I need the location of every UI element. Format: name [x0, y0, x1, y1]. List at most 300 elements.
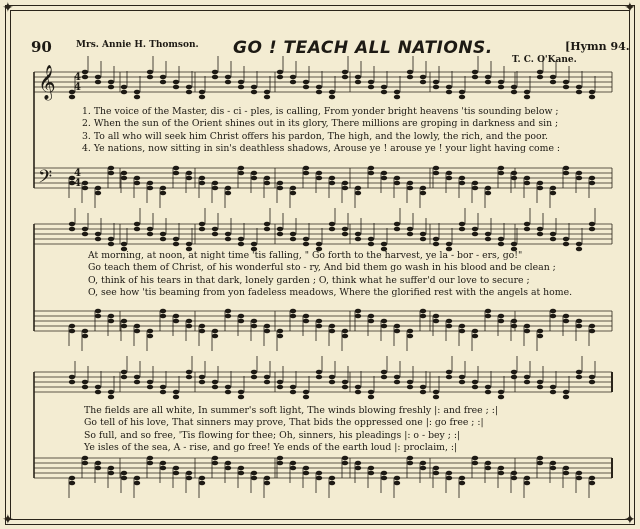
note-head — [420, 80, 426, 85]
note-head — [368, 166, 374, 171]
note-head — [524, 90, 530, 95]
note-head — [433, 314, 439, 319]
note-head — [459, 227, 465, 232]
note-head — [277, 461, 283, 466]
note-head — [186, 370, 192, 375]
note-head — [446, 176, 452, 181]
note-head — [134, 324, 140, 329]
note-head — [225, 191, 231, 196]
note-head — [238, 319, 244, 324]
note-head — [576, 247, 582, 252]
note-head — [459, 95, 465, 100]
note-head — [212, 385, 218, 390]
note-head — [186, 171, 192, 176]
note-head — [329, 176, 335, 181]
note-head — [186, 242, 192, 247]
note-head — [407, 329, 413, 334]
note-head — [563, 319, 569, 324]
note-head — [290, 314, 296, 319]
note-head — [576, 85, 582, 90]
note-head — [394, 329, 400, 334]
note-head — [407, 456, 413, 461]
note-head — [277, 227, 283, 232]
note-head — [160, 314, 166, 319]
note-head — [160, 237, 166, 242]
note-head — [199, 176, 205, 181]
corner-ornament: ✦ — [2, 0, 14, 16]
note-head — [550, 80, 556, 85]
note-head — [121, 85, 127, 90]
note-head — [199, 380, 205, 385]
note-head — [446, 471, 452, 476]
note-head — [173, 80, 179, 85]
note-head — [511, 85, 517, 90]
note-head — [576, 176, 582, 181]
note-head — [589, 329, 595, 334]
note-head — [511, 319, 517, 324]
note-head — [446, 319, 452, 324]
note-head — [173, 85, 179, 90]
note-head — [316, 375, 322, 380]
note-head — [82, 186, 88, 191]
note-head — [303, 80, 309, 85]
note-head — [576, 375, 582, 380]
note-head — [251, 471, 257, 476]
note-head — [199, 181, 205, 186]
note-head — [173, 171, 179, 176]
note-head — [342, 456, 348, 461]
note-head — [368, 80, 374, 85]
note-head — [355, 191, 361, 196]
note-head — [173, 242, 179, 247]
note-head — [368, 237, 374, 242]
note-head — [394, 476, 400, 481]
note-head — [524, 176, 530, 181]
note-head — [121, 471, 127, 476]
note-head — [472, 334, 478, 339]
note-head — [485, 191, 491, 196]
note-head — [212, 70, 218, 75]
note-head — [498, 466, 504, 471]
note-head — [82, 75, 88, 80]
note-head — [303, 319, 309, 324]
note-head — [394, 227, 400, 232]
time-signature-top: 4 — [74, 72, 81, 83]
note-head — [589, 222, 595, 227]
note-head — [342, 461, 348, 466]
note-head — [303, 466, 309, 471]
note-head — [355, 390, 361, 395]
note-head — [290, 237, 296, 242]
note-head — [511, 171, 517, 176]
note-head — [95, 309, 101, 314]
note-head — [251, 319, 257, 324]
note-head — [355, 309, 361, 314]
note-head — [290, 232, 296, 237]
note-head — [212, 227, 218, 232]
page-number: 90 — [31, 38, 52, 56]
composer-credit: T. C. O'Kane. — [512, 55, 577, 65]
note-head — [407, 385, 413, 390]
note-head — [524, 380, 530, 385]
note-head — [485, 390, 491, 395]
note-head — [316, 242, 322, 247]
note-head — [537, 75, 543, 80]
note-head — [82, 334, 88, 339]
note-head — [394, 181, 400, 186]
note-head — [381, 85, 387, 90]
note-head — [316, 319, 322, 324]
note-head — [563, 166, 569, 171]
note-head — [134, 181, 140, 186]
note-head — [420, 191, 426, 196]
note-head — [433, 390, 439, 395]
note-head — [576, 242, 582, 247]
note-head — [238, 471, 244, 476]
note-head — [485, 466, 491, 471]
note-head — [329, 222, 335, 227]
note-head — [199, 90, 205, 95]
note-head — [69, 95, 75, 100]
note-head — [303, 237, 309, 242]
note-head — [342, 181, 348, 186]
note-head — [199, 476, 205, 481]
note-head — [147, 186, 153, 191]
note-head — [498, 471, 504, 476]
note-head — [524, 476, 530, 481]
note-head — [394, 222, 400, 227]
note-head — [576, 324, 582, 329]
note-head — [420, 75, 426, 80]
note-head — [303, 166, 309, 171]
note-head — [537, 456, 543, 461]
note-head — [485, 237, 491, 242]
note-head — [225, 466, 231, 471]
note-head — [277, 186, 283, 191]
note-head — [212, 75, 218, 80]
note-head — [537, 227, 543, 232]
note-head — [563, 395, 569, 400]
note-head — [95, 80, 101, 85]
verse-block-2 — [88, 250, 572, 300]
note-head — [108, 395, 114, 400]
note-head — [316, 90, 322, 95]
note-head — [355, 232, 361, 237]
note-head — [550, 309, 556, 314]
note-head — [407, 181, 413, 186]
note-head — [290, 309, 296, 314]
note-head — [420, 466, 426, 471]
note-head — [277, 456, 283, 461]
note-head — [316, 176, 322, 181]
note-head — [121, 171, 127, 176]
note-head — [589, 481, 595, 486]
note-head — [225, 186, 231, 191]
note-head — [277, 385, 283, 390]
note-head — [485, 461, 491, 466]
note-head — [329, 95, 335, 100]
note-head — [225, 461, 231, 466]
note-head — [316, 370, 322, 375]
note-head — [472, 329, 478, 334]
note-head — [446, 85, 452, 90]
note-head — [251, 375, 257, 380]
note-head — [368, 242, 374, 247]
note-head — [225, 75, 231, 80]
note-head — [264, 324, 270, 329]
note-head — [290, 75, 296, 80]
note-head — [69, 476, 75, 481]
note-head — [537, 380, 543, 385]
note-head — [134, 176, 140, 181]
note-head — [355, 314, 361, 319]
note-head — [459, 181, 465, 186]
note-head — [537, 181, 543, 186]
note-head — [420, 186, 426, 191]
note-head — [420, 385, 426, 390]
note-head — [225, 390, 231, 395]
note-head — [589, 95, 595, 100]
note-head — [329, 181, 335, 186]
note-head — [368, 314, 374, 319]
note-head — [69, 481, 75, 486]
note-head — [199, 481, 205, 486]
note-head — [134, 380, 140, 385]
note-head — [186, 319, 192, 324]
note-head — [342, 70, 348, 75]
time-signature-top: 4 — [74, 168, 81, 179]
note-head — [342, 186, 348, 191]
note-head — [212, 461, 218, 466]
note-head — [147, 70, 153, 75]
note-head — [381, 319, 387, 324]
note-head — [459, 176, 465, 181]
note-head — [459, 324, 465, 329]
note-head — [576, 471, 582, 476]
note-head — [589, 380, 595, 385]
note-head — [342, 227, 348, 232]
note-head — [329, 324, 335, 329]
note-head — [82, 70, 88, 75]
note-head — [147, 334, 153, 339]
note-head — [134, 481, 140, 486]
note-head — [329, 90, 335, 95]
note-head — [69, 227, 75, 232]
note-head — [82, 461, 88, 466]
note-head — [199, 329, 205, 334]
note-head — [407, 75, 413, 80]
note-head — [303, 395, 309, 400]
note-head — [173, 390, 179, 395]
note-head — [173, 166, 179, 171]
note-head — [550, 385, 556, 390]
note-head — [108, 466, 114, 471]
note-head — [303, 390, 309, 395]
note-head — [329, 481, 335, 486]
verse-line: O, see how 'tis beaming from yon fadeless meadows, Where the glorified rest with the angels at home. — [88, 287, 573, 299]
verse-block-1 — [82, 106, 560, 156]
note-head — [95, 385, 101, 390]
note-head — [407, 232, 413, 237]
note-head — [472, 232, 478, 237]
note-head — [381, 90, 387, 95]
note-head — [316, 171, 322, 176]
verse-block-3 — [84, 405, 498, 455]
note-head — [82, 456, 88, 461]
note-head — [147, 232, 153, 237]
note-head — [524, 95, 530, 100]
note-head — [121, 176, 127, 181]
note-head — [498, 390, 504, 395]
note-head — [550, 461, 556, 466]
note-head — [355, 385, 361, 390]
note-head — [563, 471, 569, 476]
note-head — [368, 171, 374, 176]
note-head — [459, 375, 465, 380]
note-head — [537, 329, 543, 334]
note-head — [433, 395, 439, 400]
note-head — [420, 461, 426, 466]
note-head — [303, 242, 309, 247]
note-head — [511, 476, 517, 481]
note-head — [225, 309, 231, 314]
note-head — [446, 90, 452, 95]
note-head — [134, 329, 140, 334]
note-head — [82, 380, 88, 385]
note-head — [212, 186, 218, 191]
note-head — [524, 329, 530, 334]
corner-ornament: ✦ — [624, 0, 636, 16]
note-head — [498, 314, 504, 319]
note-head — [368, 471, 374, 476]
note-head — [459, 481, 465, 486]
note-head — [459, 329, 465, 334]
note-head — [108, 242, 114, 247]
note-head — [290, 466, 296, 471]
note-head — [329, 375, 335, 380]
note-head — [238, 85, 244, 90]
note-head — [173, 395, 179, 400]
note-head — [394, 95, 400, 100]
note-head — [173, 471, 179, 476]
note-head — [212, 456, 218, 461]
note-head — [121, 324, 127, 329]
note-head — [95, 466, 101, 471]
note-head — [446, 375, 452, 380]
verse-line: Ye isles of the sea, A - rise, and go free! Ye ends of the earth loud |: proclaim, :| — [84, 442, 458, 454]
note-head — [381, 176, 387, 181]
note-head — [368, 85, 374, 90]
note-head — [394, 380, 400, 385]
note-head — [199, 227, 205, 232]
note-head — [446, 476, 452, 481]
note-head — [511, 324, 517, 329]
note-head — [498, 166, 504, 171]
note-head — [524, 481, 530, 486]
note-head — [238, 171, 244, 176]
note-head — [498, 171, 504, 176]
note-head — [160, 466, 166, 471]
note-head — [446, 370, 452, 375]
note-head — [550, 390, 556, 395]
note-head — [342, 385, 348, 390]
verse-line: 2. When the sun of the Orient shines out in its glory, There millions are groping in darkness and sin ; — [82, 118, 559, 130]
note-head — [563, 171, 569, 176]
note-head — [433, 466, 439, 471]
note-head — [277, 70, 283, 75]
note-head — [121, 242, 127, 247]
note-head — [524, 222, 530, 227]
note-head — [355, 186, 361, 191]
note-head — [277, 380, 283, 385]
note-head — [576, 476, 582, 481]
note-head — [225, 237, 231, 242]
note-head — [108, 314, 114, 319]
note-head — [368, 390, 374, 395]
note-head — [342, 380, 348, 385]
bass-clef: 𝄢 — [38, 167, 53, 192]
note-head — [355, 461, 361, 466]
note-head — [498, 319, 504, 324]
note-head — [394, 176, 400, 181]
note-head — [186, 476, 192, 481]
note-head — [576, 171, 582, 176]
note-head — [134, 90, 140, 95]
note-head — [550, 75, 556, 80]
note-head — [420, 390, 426, 395]
note-head — [134, 476, 140, 481]
note-head — [394, 324, 400, 329]
note-head — [238, 395, 244, 400]
note-head — [589, 375, 595, 380]
note-head — [225, 80, 231, 85]
verse-line: Go tell of his love, That sinners may prove, That bids the oppressed one |: go free ; :| — [84, 417, 484, 429]
note-head — [121, 476, 127, 481]
note-head — [381, 242, 387, 247]
note-head — [420, 237, 426, 242]
note-head — [472, 227, 478, 232]
note-head — [381, 171, 387, 176]
note-head — [563, 390, 569, 395]
verse-line: So full, and so free, 'Tis flowing for thee; Oh, sinners, his pleadings |: o - bey ; :| — [84, 429, 461, 441]
note-head — [147, 385, 153, 390]
note-head — [134, 222, 140, 227]
note-head — [290, 390, 296, 395]
note-head — [160, 232, 166, 237]
note-head — [368, 466, 374, 471]
note-head — [472, 461, 478, 466]
note-head — [381, 370, 387, 375]
note-head — [355, 237, 361, 242]
note-head — [394, 481, 400, 486]
note-head — [550, 186, 556, 191]
note-head — [173, 466, 179, 471]
note-head — [446, 324, 452, 329]
note-head — [69, 324, 75, 329]
note-head — [121, 375, 127, 380]
note-head — [407, 334, 413, 339]
note-head — [186, 324, 192, 329]
note-head — [485, 75, 491, 80]
note-head — [368, 395, 374, 400]
note-head — [589, 324, 595, 329]
verse-line: 3. To all who will seek him Christ offers his pardon, The high, and the lowly, the rich, and the poor. — [82, 130, 549, 142]
note-head — [576, 319, 582, 324]
note-head — [485, 80, 491, 85]
note-head — [407, 70, 413, 75]
note-head — [459, 476, 465, 481]
note-head — [589, 476, 595, 481]
